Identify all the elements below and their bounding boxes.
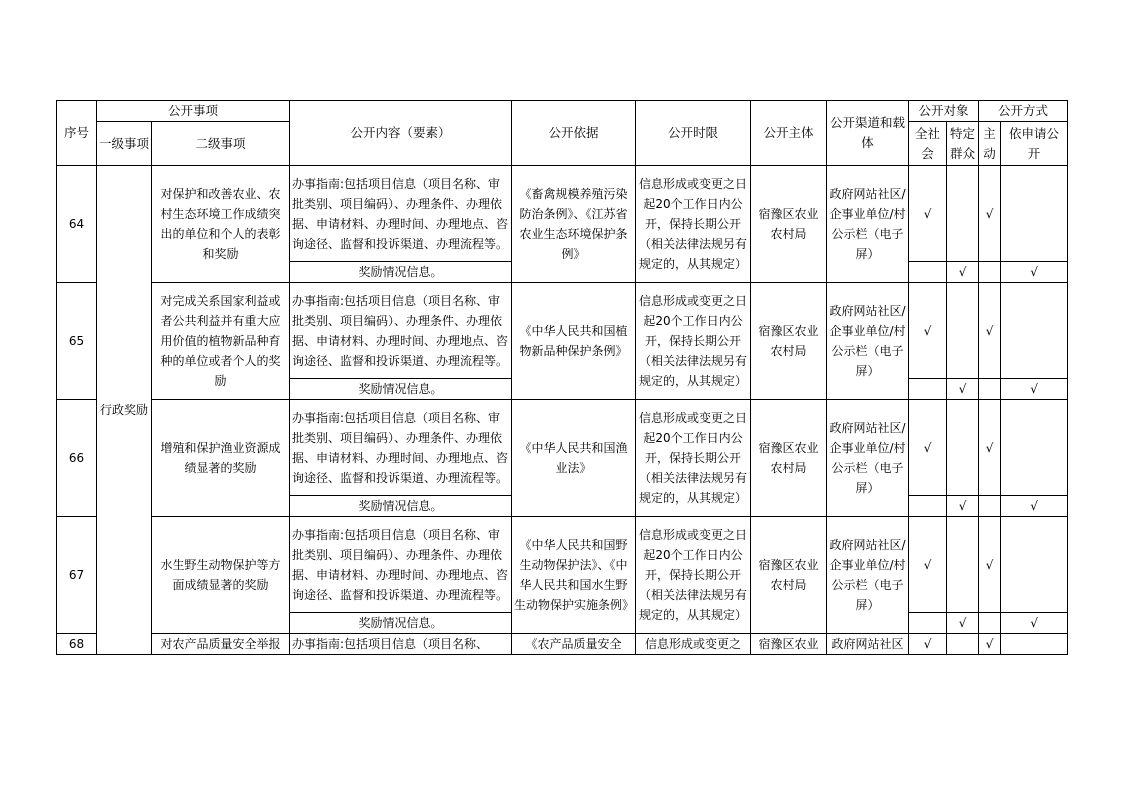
reward-content: 奖励情况信息。 — [290, 496, 512, 517]
reward-content: 奖励情况信息。 — [290, 613, 512, 634]
category-cell: 行政奖励 — [97, 166, 152, 655]
channel-cell: 政府网站社区/企事业单位/村公示栏（电子屏） — [827, 517, 909, 634]
channel-cell: 政府网站社区/企事业单位/村公示栏（电子屏） — [827, 166, 909, 283]
subject-cell: 宿豫区农业农村局 — [751, 400, 827, 517]
guide-content: 办事指南:包括项目信息（项目名称、 — [290, 634, 512, 655]
audience-specific-check — [947, 634, 979, 655]
audience-specific-check — [947, 283, 979, 379]
guide-content: 办事指南:包括项目信息（项目名称、审批类别、项目编码）、办理条件、办理依据、申请材料、办理时间、办理地点、咨询途径、监督和投诉渠道、办理流程等。 — [290, 283, 512, 379]
reward-content: 奖励情况信息。 — [290, 379, 512, 400]
row-number: 67 — [57, 517, 97, 634]
method-active-check — [979, 379, 1001, 400]
audience-specific-check: √ — [947, 613, 979, 634]
header-row-1 — [57, 101, 1068, 122]
item-name: 对保护和改善农业、农村生态环境工作成绩突出的单位和个人的表彰和奖励 — [152, 166, 290, 283]
table-row — [57, 517, 1068, 613]
audience-all-check: √ — [909, 400, 947, 496]
row-number: 66 — [57, 400, 97, 517]
subject-cell: 宿豫区农业农村局 — [751, 283, 827, 400]
header-level2: 二级事项 — [152, 122, 290, 166]
header-audience-group: 公开对象 — [909, 101, 979, 122]
header-subject: 公开主体 — [751, 101, 827, 166]
item-name: 水生野生动物保护等方面成绩显著的奖励 — [152, 517, 290, 634]
table-row — [57, 166, 1068, 262]
header-content: 公开内容（要素） — [290, 101, 512, 166]
method-active-check — [979, 262, 1001, 283]
method-active-check — [979, 613, 1001, 634]
header-method-group: 公开方式 — [979, 101, 1068, 122]
audience-specific-check: √ — [947, 379, 979, 400]
table-row — [57, 400, 1068, 496]
method-active-check: √ — [979, 166, 1001, 262]
header-level1: 一级事项 — [97, 122, 152, 166]
method-active-check: √ — [979, 400, 1001, 496]
time-cell: 信息形成或变更之日起20个工作日内公开，保持长期公开（相关法律法规另有规定的，从其规定） — [636, 166, 751, 283]
item-name: 增殖和保护渔业资源成绩显著的奖励 — [152, 400, 290, 517]
header-basis: 公开依据 — [512, 101, 636, 166]
method-request-check — [1001, 166, 1068, 262]
audience-all-check: √ — [909, 634, 947, 655]
time-cell: 信息形成或变更之日起20个工作日内公开，保持长期公开（相关法律法规另有规定的，从其规定） — [636, 400, 751, 517]
time-cell: 信息形成或变更之 — [636, 634, 751, 655]
subject-cell: 宿豫区农业农村局 — [751, 517, 827, 634]
method-request-check: √ — [1001, 379, 1068, 400]
header-seq: 序号 — [57, 101, 97, 166]
table-row — [57, 283, 1068, 379]
channel-cell: 政府网站社区 — [827, 634, 909, 655]
audience-all-check: √ — [909, 517, 947, 613]
audience-specific-check — [947, 517, 979, 613]
header-method-request: 依申请公开 — [1001, 122, 1068, 166]
row-number: 68 — [57, 634, 97, 655]
audience-all-check — [909, 262, 947, 283]
reward-content: 奖励情况信息。 — [290, 262, 512, 283]
time-cell: 信息形成或变更之日起20个工作日内公开，保持长期公开（相关法律法规另有规定的，从其规定） — [636, 517, 751, 634]
item-name: 对完成关系国家利益或者公共利益并有重大应用价值的植物新品种育种的单位或者个人的奖励 — [152, 283, 290, 400]
basis-cell: 《中华人民共和国渔业法》 — [512, 400, 636, 517]
header-audience-specific: 特定群众 — [947, 122, 979, 166]
audience-specific-check: √ — [947, 262, 979, 283]
channel-cell: 政府网站社区/企事业单位/村公示栏（电子屏） — [827, 283, 909, 400]
item-name: 对农产品质量安全举报 — [152, 634, 290, 655]
audience-specific-check — [947, 166, 979, 262]
basis-cell: 《中华人民共和国野生动物保护法》、《中华人民共和国水生野生动物保护实施条例》 — [512, 517, 636, 634]
audience-all-check: √ — [909, 283, 947, 379]
audience-specific-check — [947, 400, 979, 496]
time-cell: 信息形成或变更之日起20个工作日内公开，保持长期公开（相关法律法规另有规定的，从其规定） — [636, 283, 751, 400]
method-request-check — [1001, 634, 1068, 655]
audience-all-check — [909, 379, 947, 400]
method-request-check: √ — [1001, 613, 1068, 634]
header-channel: 公开渠道和载体 — [827, 101, 909, 166]
channel-cell: 政府网站社区/企事业单位/村公示栏（电子屏） — [827, 400, 909, 517]
guide-content: 办事指南:包括项目信息（项目名称、审批类别、项目编码）、办理条件、办理依据、申请材料、办理时间、办理地点、咨询途径、监督和投诉渠道、办理流程等。 — [290, 517, 512, 613]
method-active-check: √ — [979, 517, 1001, 613]
audience-specific-check: √ — [947, 496, 979, 517]
header-method-active: 主动 — [979, 122, 1001, 166]
guide-content: 办事指南:包括项目信息（项目名称、审批类别、项目编码）、办理条件、办理依据、申请材料、办理时间、办理地点、咨询途径、监督和投诉渠道、办理流程等。 — [290, 400, 512, 496]
subject-cell: 宿豫区农业 — [751, 634, 827, 655]
header-time: 公开时限 — [636, 101, 751, 166]
method-active-check: √ — [979, 283, 1001, 379]
audience-all-check — [909, 613, 947, 634]
audience-all-check: √ — [909, 166, 947, 262]
method-request-check — [1001, 400, 1068, 496]
row-number: 65 — [57, 283, 97, 400]
header-audience-all: 全社会 — [909, 122, 947, 166]
method-request-check: √ — [1001, 496, 1068, 517]
method-active-check: √ — [979, 634, 1001, 655]
basis-cell: 《中华人民共和国植物新品种保护条例》 — [512, 283, 636, 400]
method-active-check — [979, 496, 1001, 517]
table-row — [57, 634, 1068, 655]
audience-all-check — [909, 496, 947, 517]
method-request-check — [1001, 517, 1068, 613]
basis-cell: 《畜禽规模养殖污染防治条例》、《江苏省农业生态环境保护条例》 — [512, 166, 636, 283]
method-request-check — [1001, 283, 1068, 379]
basis-cell: 《农产品质量安全 — [512, 634, 636, 655]
method-request-check: √ — [1001, 262, 1068, 283]
guide-content: 办事指南:包括项目信息（项目名称、审批类别、项目编码）、办理条件、办理依据、申请材料、办理时间、办理地点、咨询途径、监督和投诉渠道、办理流程等。 — [290, 166, 512, 262]
subject-cell: 宿豫区农业农村局 — [751, 166, 827, 283]
row-number: 64 — [57, 166, 97, 283]
header-items-group: 公开事项 — [97, 101, 290, 122]
disclosure-table — [56, 100, 1068, 655]
